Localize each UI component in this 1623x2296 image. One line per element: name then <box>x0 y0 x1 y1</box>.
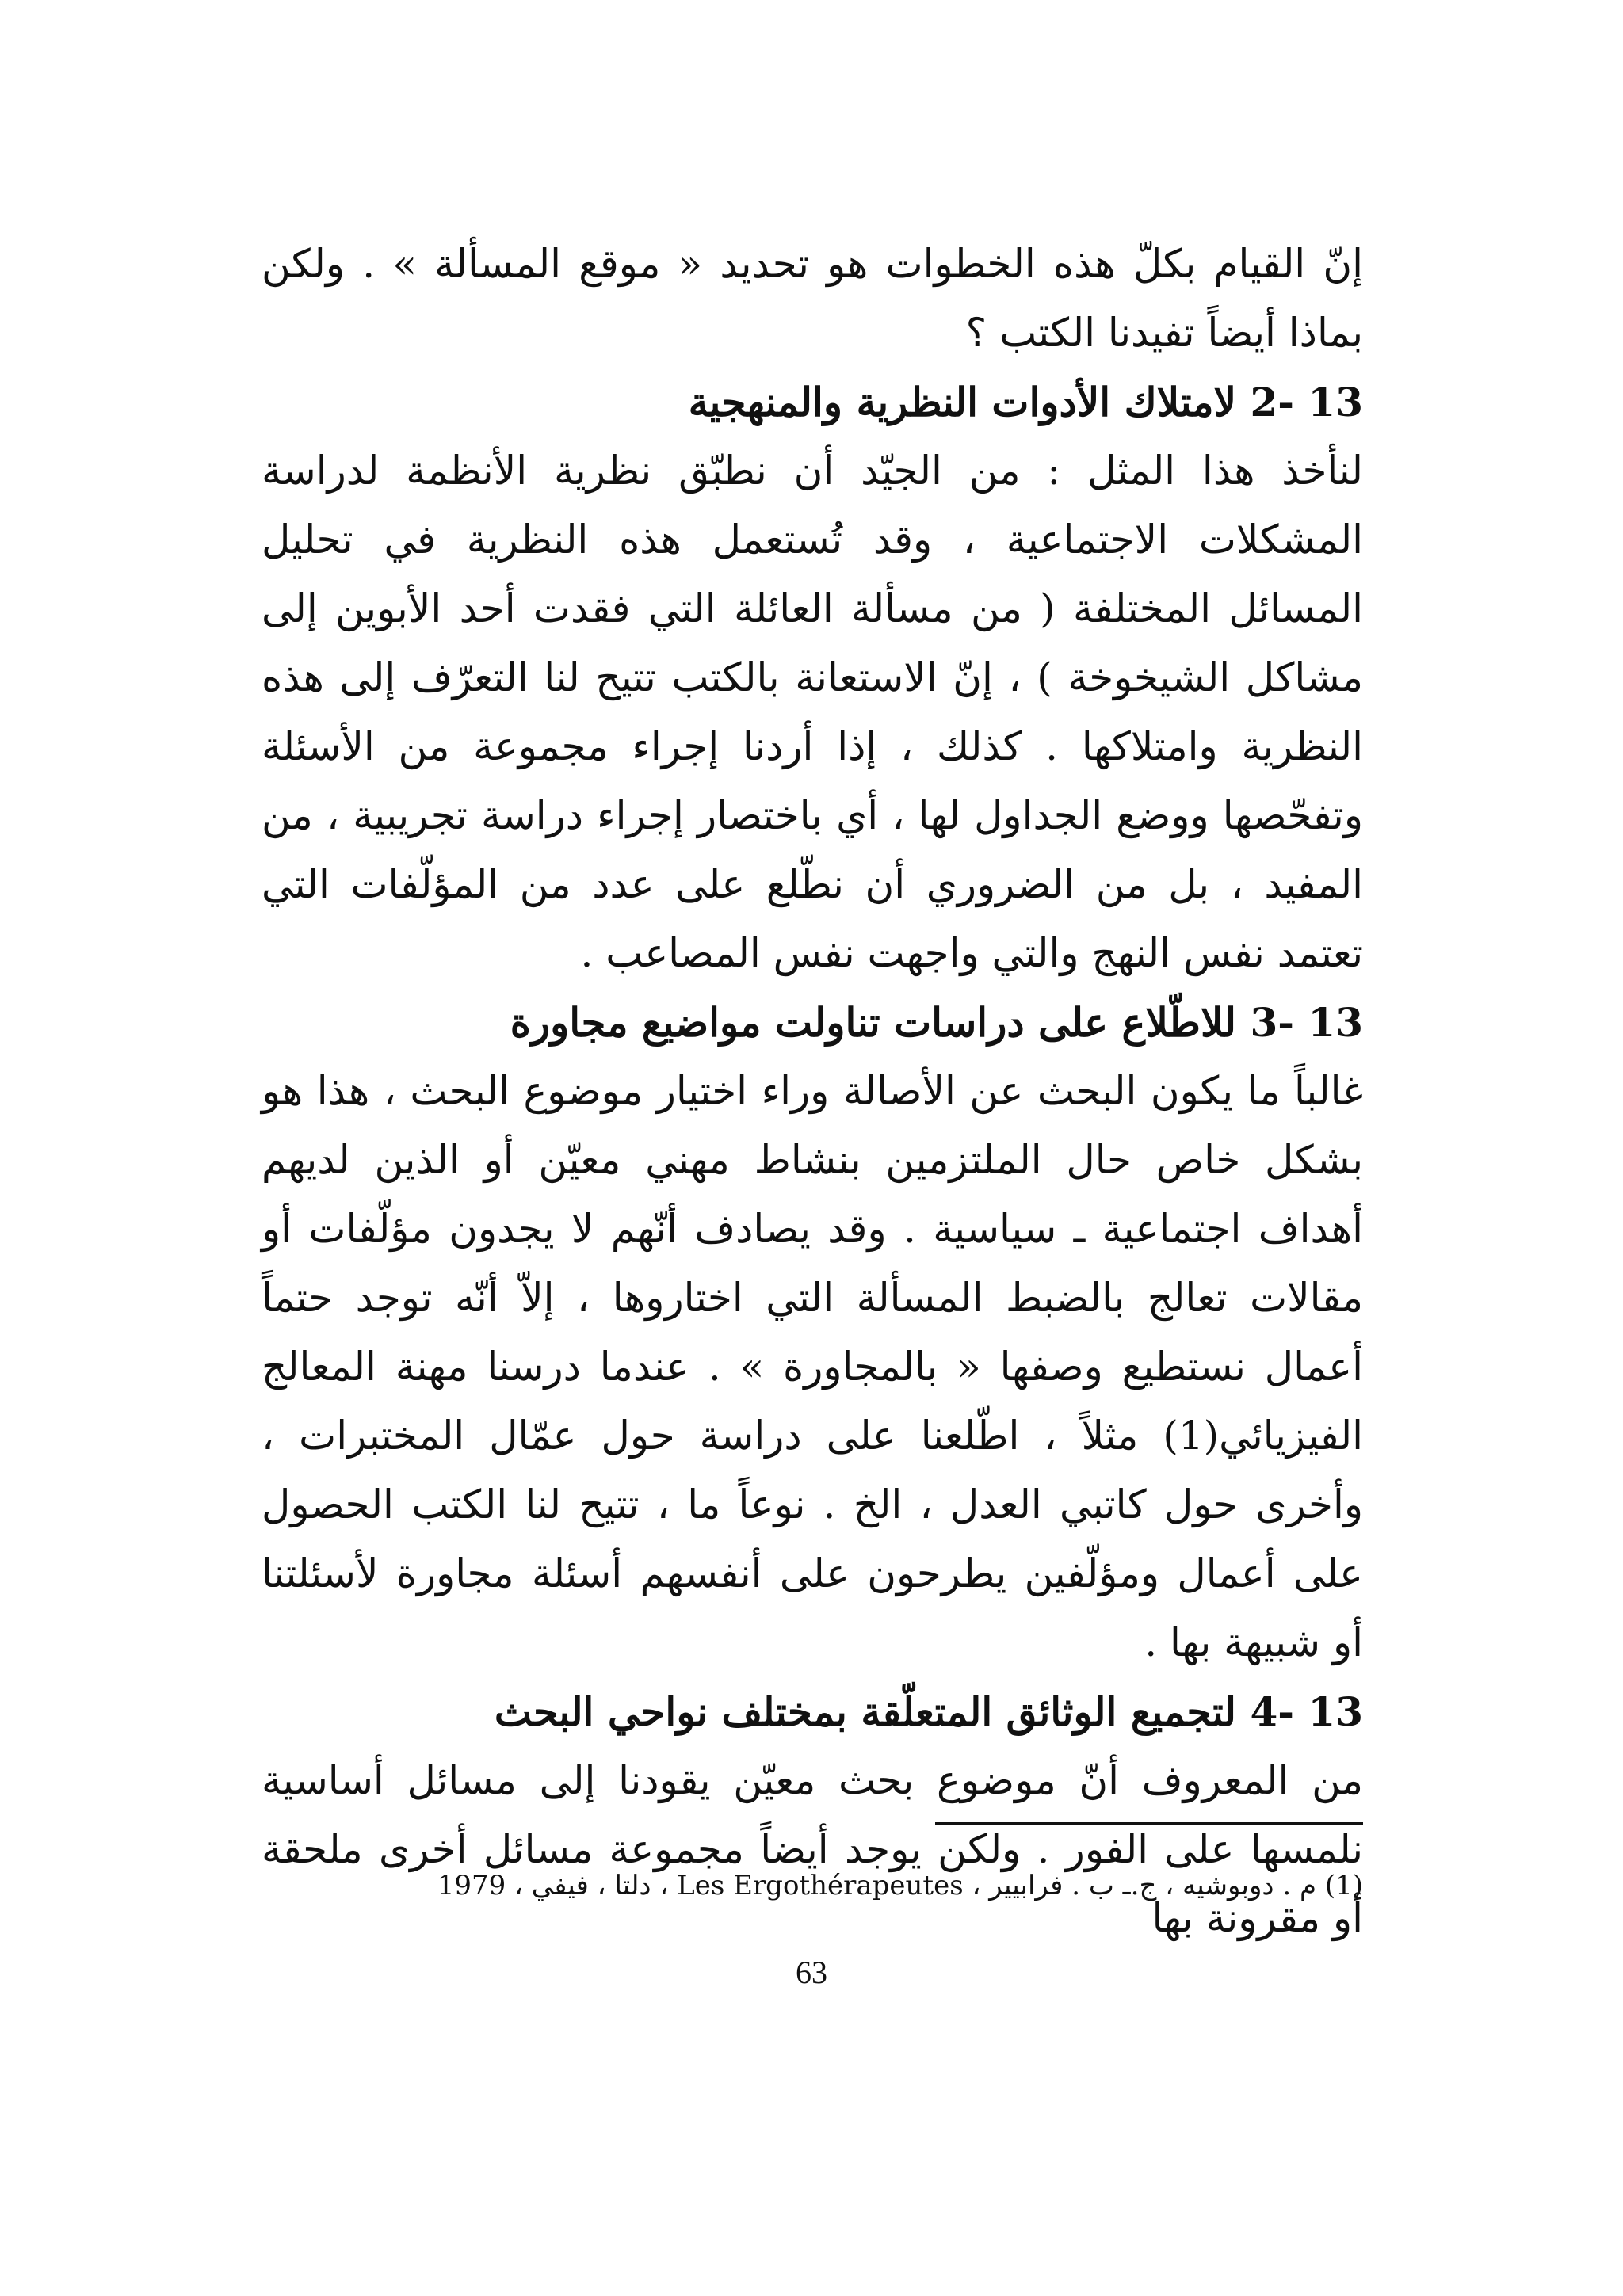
section-heading-13-4: 13 -4 لتجميع الوثائق المتعلّقة بمختلف نواحي البحث <box>494 1688 1363 1735</box>
intro-paragraph: إنّ القيام بكلّ هذه الخطوات هو تحديد « موقع المسألة » . ولكن بماذا أيضاً تفيدنا الكتب ؟ <box>262 241 1363 356</box>
section-heading-13-2: 13 -2 لامتلاك الأدوات النظرية والمنهجية <box>688 379 1363 425</box>
page-number: 63 <box>796 1955 827 1990</box>
paragraph-13-3: غالباً ما يكون البحث عن الأصالة وراء اختيار موضوع البحث ، هذا هو بشكل خاص حال الملتزمين بنشاط مهني معيّن أو الذين لديهم أهداف اجتماعية ـ سياسية . وقد يصادف أنّهم لا يجدون مؤلّفات أو مقالات تعالج بالضبط المسألة التي اختاروها ، إلاّ أنّه توجد حتماً أعمال نستطيع وصفها « بالمجاورة » . عندما درسنا مهنة المعالج الفيزيائي(1) مثلاً ، اطّلعنا على دراسة حول عمّال المختبرات ، وأخرى حول كاتبي العدل ، الخ . نوعاً ما ، تتيح لنا الكتب الحصول على أعمال ومؤلّفين يطرحون على أنفسهم أسئلة مجاورة لأسئلتنا أو شبيهة بها . <box>262 1068 1363 1665</box>
footnote: (1) م . دوبوشيه ، ج.ـ ب . فرابيير ، Les Ergothérapeutes ، دلتا ، فيفي ، 1979 <box>437 1870 1363 1901</box>
paragraph-13-4: من المعروف أنّ موضوع بحث معيّن يقودنا إلى مسائل أساسية نلمسها على الفور . ولكن يوجد أيضاً مجموعة مسائل أخرى ملحقة أو مقرونة بها <box>262 1757 1363 1941</box>
page-body <box>262 230 1363 1953</box>
paragraph-13-2: لنأخذ هذا المثل : من الجيّد أن نطبّق نظرية الأنظمة لدراسة المشكلات الاجتماعية ، وقد تُستعمل هذه النظرية في تحليل المسائل المختلفة ( من مسألة العائلة التي فقدت أحد الأبوين إلى مشاكل الشيخوخة ) ، إنّ الاستعانة بالكتب تتيح لنا التعرّف إلى هذه النظرية وامتلاكها . كذلك ، إذا أردنا إجراء مجموعة من الأسئلة وتفحّصها ووضع الجداول لها ، أي باختصار إجراء دراسة تجريبية ، من المفيد ، بل من الضروري أن نطّلع على عدد من المؤلّفات التي تعتمد نفس النهج والتي واجهت نفس المصاعب . <box>262 448 1363 976</box>
section-heading-13-3: 13 -3 للاطّلاع على دراسات تناولت مواضيع مجاورة <box>510 999 1363 1046</box>
footnote-divider <box>935 1822 1363 1825</box>
